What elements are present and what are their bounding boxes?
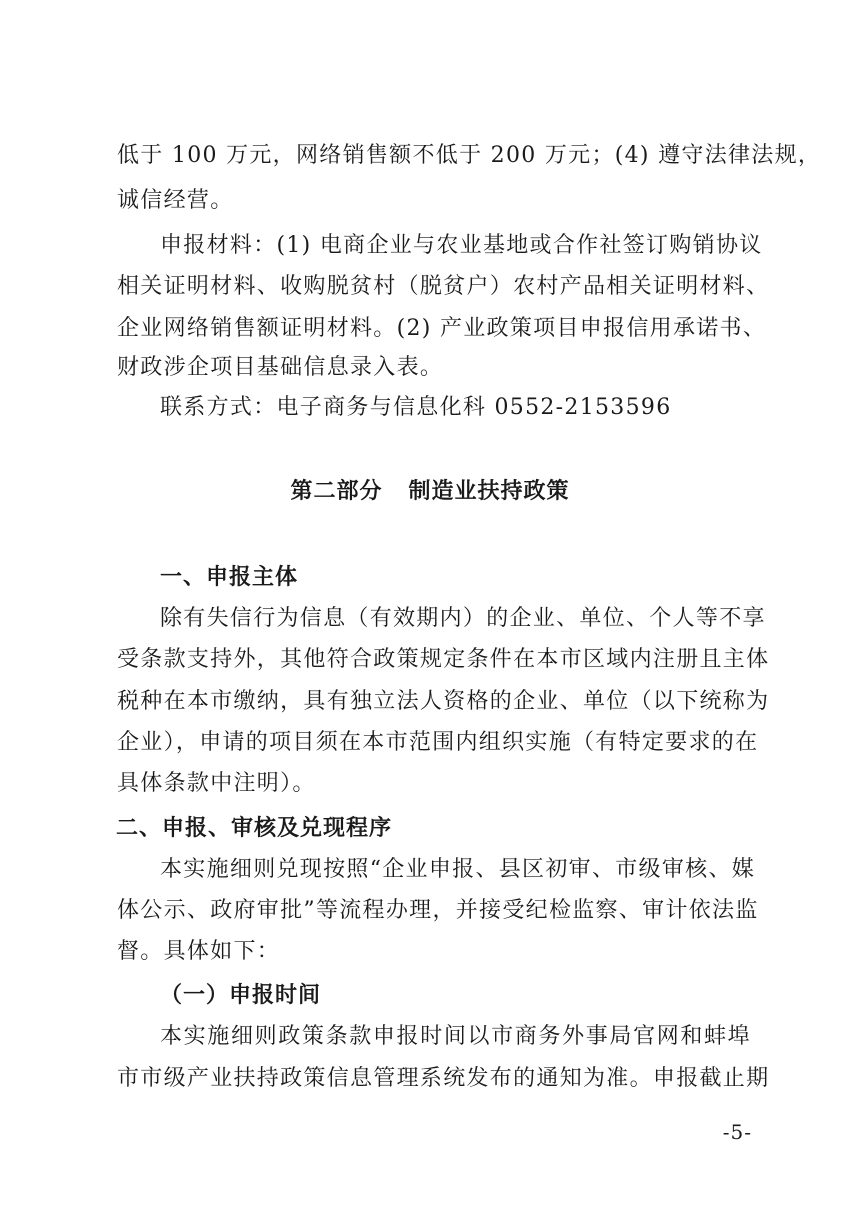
paragraph-line: 申报材料：(1) 电商企业与农业基地或合作社签订购销协议 <box>160 233 763 258</box>
paragraph-line: 受条款支持外，其他符合政策规定条件在本市区域内注册且主体 <box>117 647 770 672</box>
page-number: -5- <box>722 1120 752 1144</box>
paragraph-line: 税种在本市缴纳，具有独立法人资格的企业、单位（以下统称为 <box>117 689 770 714</box>
paragraph-line: 具体条款中注明）。 <box>117 771 316 796</box>
paragraph-line: 市市级产业扶持政策信息管理系统发布的通知为准。申报截止期 <box>117 1066 770 1091</box>
paragraph-line: 相关证明材料、收购脱贫村（脱贫户）农村产品相关证明材料、 <box>117 274 770 299</box>
part-heading: 第二部分 制造业扶持政策 <box>290 479 570 504</box>
paragraph-line: 除有失信行为信息（有效期内）的企业、单位、个人等不享 <box>160 606 766 631</box>
section-title: 一、申报主体 <box>160 565 299 590</box>
paragraph-line: 财政涉企项目基础信息录入表。 <box>117 355 444 380</box>
paragraph-line: 企业网络销售额证明材料。(2) 产业政策项目申报信用承诺书、 <box>117 316 767 341</box>
paragraph-line: 本实施细则政策条款申报时间以市商务外事局官网和蚌埠 <box>160 1024 751 1049</box>
paragraph-line: 督。具体如下： <box>117 939 281 964</box>
section-title: 二、申报、审核及兑现程序 <box>116 816 393 841</box>
contact-line: 联系方式：电子商务与信息化科 0552-2153596 <box>160 395 672 420</box>
paragraph-line: 诚信经营。 <box>117 188 234 213</box>
paragraph-line: 企业），申请的项目须在本市范围内组织实施（有特定要求的在 <box>117 730 759 755</box>
paragraph-line: 本实施细则兑现按照“企业申报、县区初审、市级审核、媒 <box>160 857 756 882</box>
subsection-title: （一）申报时间 <box>160 983 322 1008</box>
paragraph-line: 体公示、政府审批”等流程办理，并接受纪检监察、审计依法监 <box>117 898 759 923</box>
paragraph-line: 低于 100 万元，网络销售额不低于 200 万元；(4) 遵守法律法规， <box>117 143 822 168</box>
